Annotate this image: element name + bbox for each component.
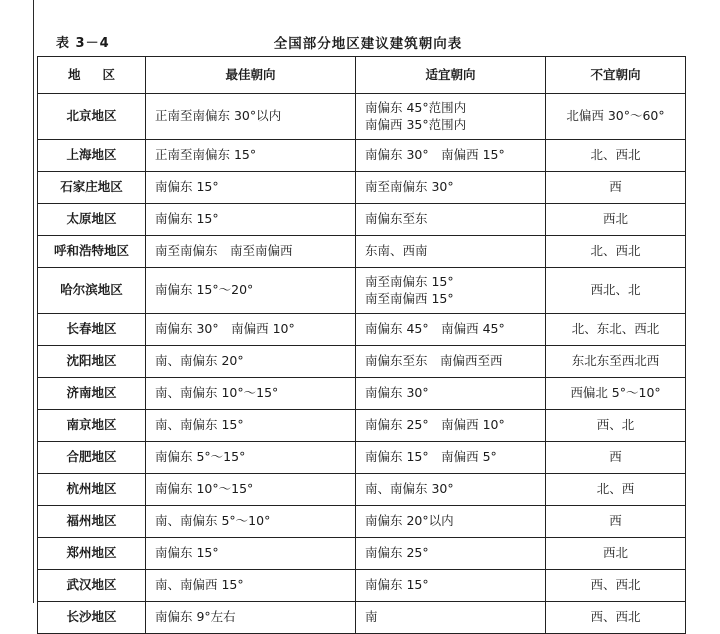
suitable-orientation-cell: [356, 410, 546, 442]
unsuitable-orientation-cell: 北、东北、西北: [546, 314, 686, 346]
region-cell: 福州地区: [38, 506, 146, 538]
header-unsuitable-orientation: 不宜朝向: [546, 57, 686, 94]
best-orientation-cell: 南、南偏东 15°: [146, 410, 356, 442]
best-orientation-cell: 南偏东 15°: [146, 204, 356, 236]
best-orientation-cell: 南偏东 9°左右: [146, 602, 356, 634]
unsuitable-orientation-cell: 西北、北: [546, 268, 686, 314]
suitable-orientation-line: 南偏东 20°以内: [365, 513, 454, 529]
region-cell: 沈阳地区: [38, 346, 146, 378]
suitable-orientation-cell: [356, 506, 546, 538]
unsuitable-orientation-cell: 北、西北: [546, 236, 686, 268]
suitable-orientation-cell: [356, 570, 546, 602]
suitable-orientation-cell: [356, 346, 546, 378]
table-row: [38, 442, 686, 474]
suitable-orientation-line: 南偏东至东 南偏西至西: [365, 353, 503, 369]
suitable-orientation-line: 南偏西 35°范围内: [365, 116, 467, 132]
best-orientation-cell: 正南至南偏东 30°以内: [146, 94, 356, 140]
table-row: [38, 204, 686, 236]
region-cell: 石家庄地区: [38, 172, 146, 204]
best-orientation-cell: 南偏东 5°～15°: [146, 442, 356, 474]
suitable-orientation-cell: [356, 94, 546, 140]
table-body: [38, 94, 686, 634]
unsuitable-orientation-cell: 北偏西 30°～60°: [546, 94, 686, 140]
header-suitable-orientation: 适宜朝向: [356, 57, 546, 94]
suitable-orientation-cell: [356, 236, 546, 268]
suitable-orientation-cell: [356, 538, 546, 570]
best-orientation-cell: 南偏东 15°: [146, 538, 356, 570]
suitable-orientation-cell: [356, 442, 546, 474]
suitable-orientation-cell: [356, 474, 546, 506]
region-cell: 上海地区: [38, 140, 146, 172]
unsuitable-orientation-cell: 西: [546, 506, 686, 538]
suitable-orientation-line: 南偏东 30°: [365, 385, 429, 401]
suitable-orientation-line: 南偏东 15° 南偏西 5°: [365, 449, 497, 465]
unsuitable-orientation-cell: 西: [546, 442, 686, 474]
unsuitable-orientation-cell: 东北东至西北西: [546, 346, 686, 378]
unsuitable-orientation-cell: 西、西北: [546, 602, 686, 634]
best-orientation-cell: 南偏东 15°: [146, 172, 356, 204]
table-caption: [56, 30, 680, 52]
best-orientation-cell: 南偏东 30° 南偏西 10°: [146, 314, 356, 346]
suitable-orientation-cell: [356, 172, 546, 204]
unsuitable-orientation-cell: 北、西: [546, 474, 686, 506]
unsuitable-orientation-cell: 北、西北: [546, 140, 686, 172]
region-cell: 长沙地区: [38, 602, 146, 634]
best-orientation-cell: 南、南偏西 15°: [146, 570, 356, 602]
table-row: [38, 410, 686, 442]
table-row: [38, 314, 686, 346]
table-row: [38, 346, 686, 378]
best-orientation-cell: 南偏东 10°～15°: [146, 474, 356, 506]
suitable-orientation-line: 南偏东至东: [365, 211, 428, 227]
region-cell: 郑州地区: [38, 538, 146, 570]
region-cell: 太原地区: [38, 204, 146, 236]
header-region: 地区: [38, 57, 146, 94]
table-row: [38, 94, 686, 140]
suitable-orientation-cell: [356, 140, 546, 172]
suitable-orientation-line: 南: [365, 609, 378, 625]
table-row: [38, 570, 686, 602]
suitable-orientation-cell: [356, 314, 546, 346]
header-best-orientation: 最佳朝向: [146, 57, 356, 94]
suitable-orientation-line: 南偏东 30° 南偏西 15°: [365, 147, 505, 163]
region-cell: 长春地区: [38, 314, 146, 346]
region-cell: 济南地区: [38, 378, 146, 410]
suitable-orientation-line: 南至南偏东 30°: [365, 179, 454, 195]
suitable-orientation-line: 南至南偏西 15°: [365, 290, 454, 306]
table-row: [38, 506, 686, 538]
region-cell: 哈尔滨地区: [38, 268, 146, 314]
region-cell: 合肥地区: [38, 442, 146, 474]
table-row: [38, 172, 686, 204]
unsuitable-orientation-cell: 西北: [546, 538, 686, 570]
region-cell: 呼和浩特地区: [38, 236, 146, 268]
region-cell: 南京地区: [38, 410, 146, 442]
best-orientation-cell: 南至南偏东 南至南偏西: [146, 236, 356, 268]
suitable-orientation-line: 南偏东 45°范围内: [365, 99, 467, 115]
region-cell: 杭州地区: [38, 474, 146, 506]
suitable-orientation-line: 南至南偏东 15°: [365, 273, 454, 289]
suitable-orientation-cell: [356, 204, 546, 236]
best-orientation-cell: 南、南偏东 10°～15°: [146, 378, 356, 410]
table-header-row: [38, 57, 686, 94]
suitable-orientation-cell: [356, 602, 546, 634]
page-left-edge: [33, 0, 34, 603]
table-row: [38, 268, 686, 314]
suitable-orientation-line: 南偏东 45° 南偏西 45°: [365, 321, 505, 337]
table-row: [38, 378, 686, 410]
unsuitable-orientation-cell: 西、西北: [546, 570, 686, 602]
orientation-table: [37, 56, 686, 634]
suitable-orientation-line: 南偏东 25°: [365, 545, 429, 561]
unsuitable-orientation-cell: 西偏北 5°～10°: [546, 378, 686, 410]
table-row: [38, 236, 686, 268]
table-title: 全国部分地区建议建筑朝向表: [273, 36, 463, 52]
best-orientation-cell: 南偏东 15°～20°: [146, 268, 356, 314]
unsuitable-orientation-cell: 西: [546, 172, 686, 204]
unsuitable-orientation-cell: 西、北: [546, 410, 686, 442]
suitable-orientation-line: 南偏东 25° 南偏西 10°: [365, 417, 505, 433]
table-row: [38, 474, 686, 506]
suitable-orientation-line: 南偏东 15°: [365, 577, 429, 593]
unsuitable-orientation-cell: 西北: [546, 204, 686, 236]
table-row: [38, 538, 686, 570]
best-orientation-cell: 南、南偏东 20°: [146, 346, 356, 378]
table-row: [38, 602, 686, 634]
region-cell: 北京地区: [38, 94, 146, 140]
table-row: [38, 140, 686, 172]
best-orientation-cell: 正南至南偏东 15°: [146, 140, 356, 172]
suitable-orientation-line: 东南、西南: [365, 243, 428, 259]
suitable-orientation-cell: [356, 378, 546, 410]
table-number: 表 3－4: [56, 36, 110, 51]
best-orientation-cell: 南、南偏东 5°～10°: [146, 506, 356, 538]
suitable-orientation-line: 南、南偏东 30°: [365, 481, 454, 497]
region-cell: 武汉地区: [38, 570, 146, 602]
suitable-orientation-cell: [356, 268, 546, 314]
